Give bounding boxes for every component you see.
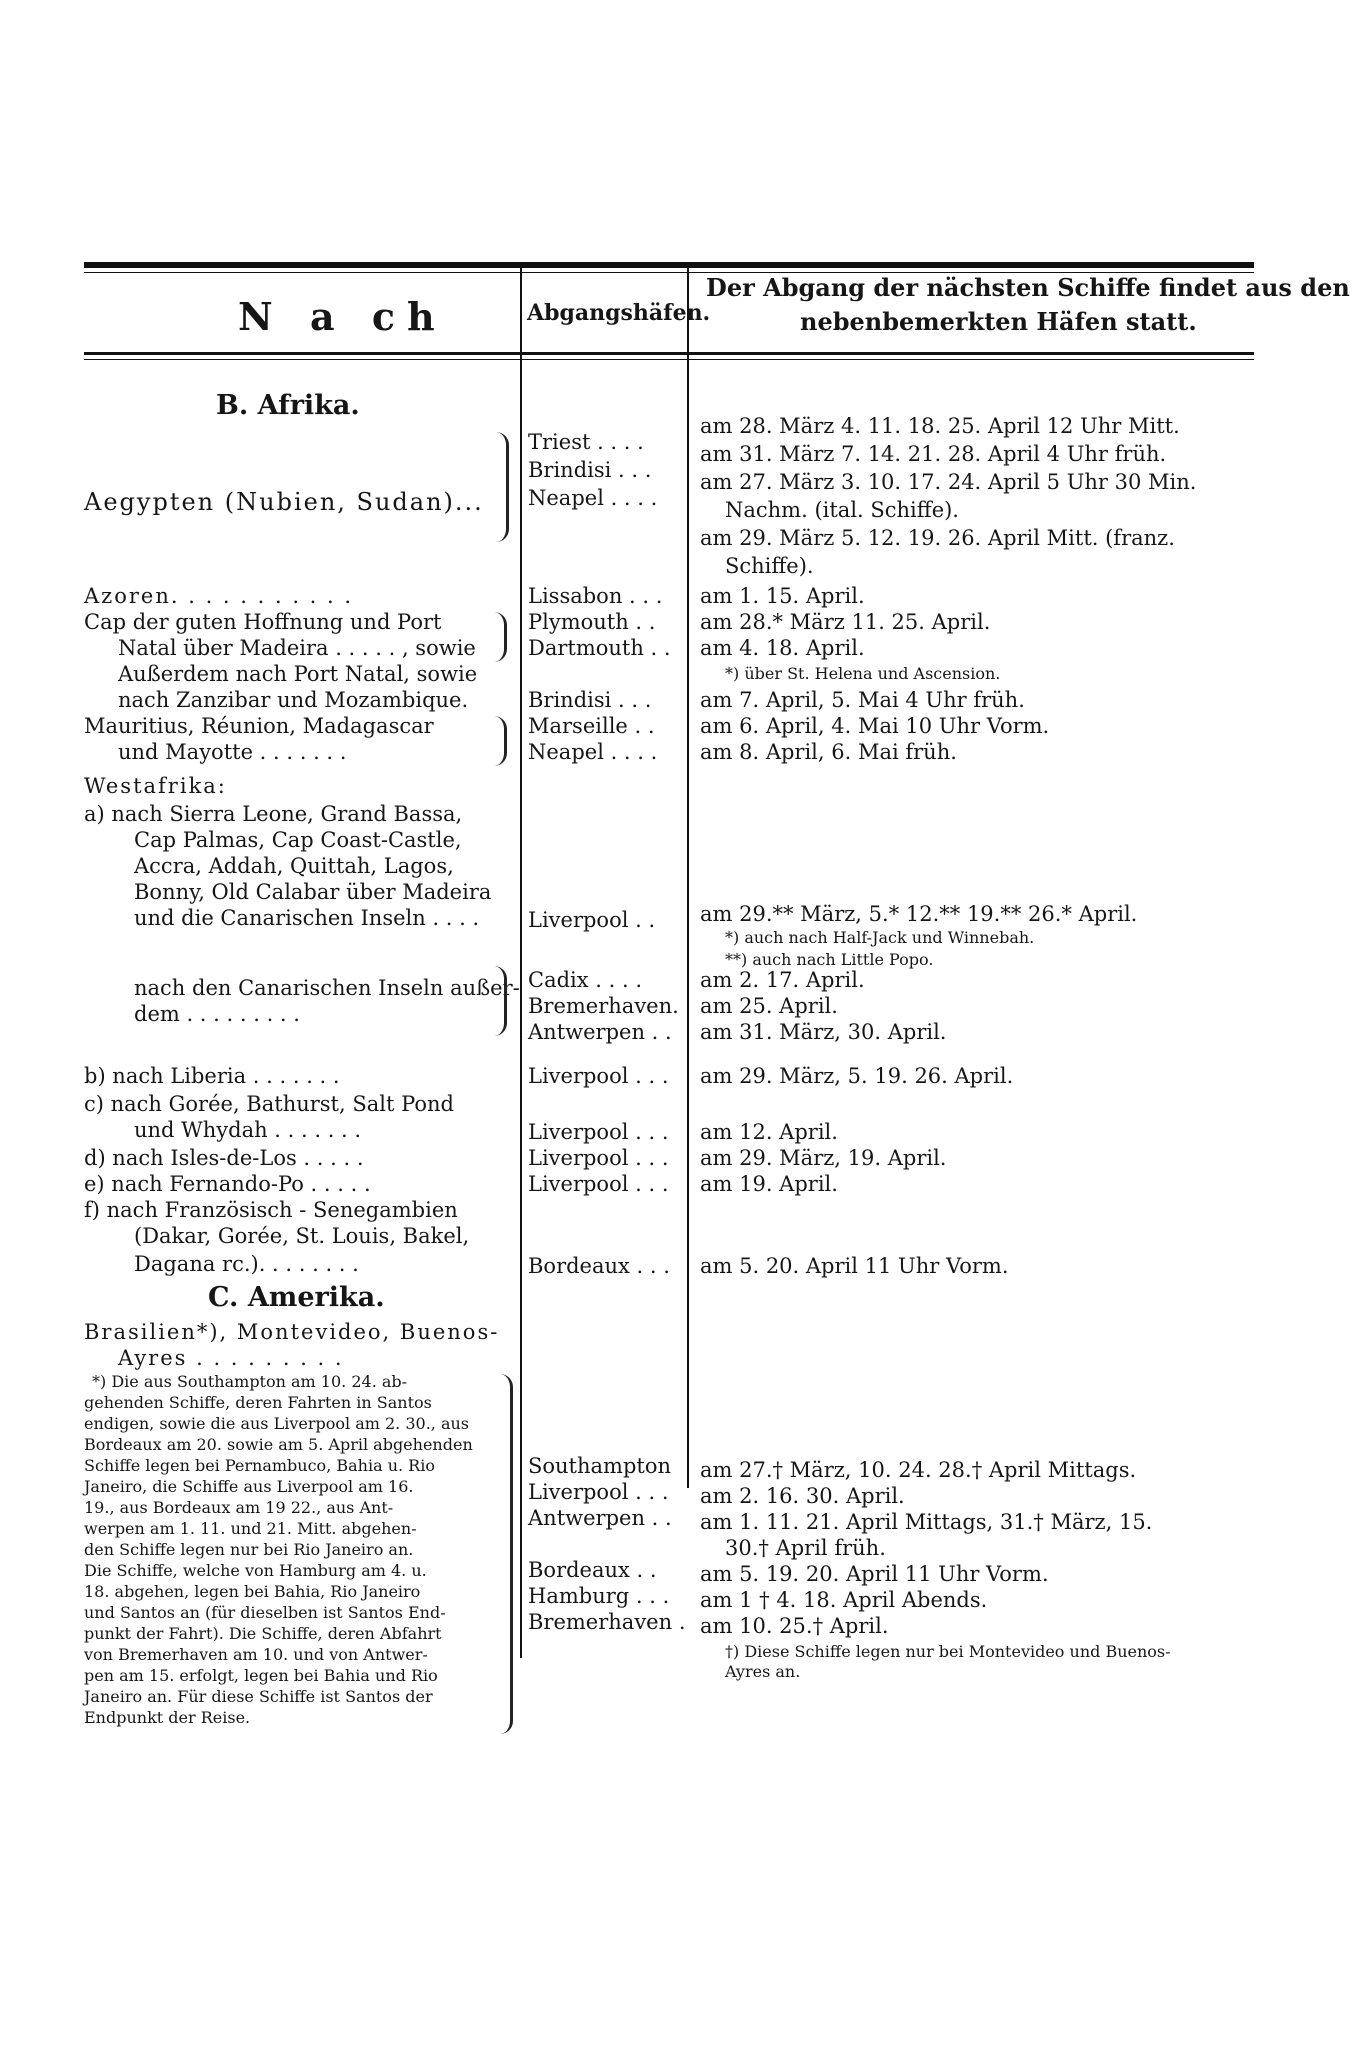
dest-wa-c-1: c) nach Gorée, Bathurst, Salt Pond — [84, 1092, 454, 1116]
dest-wa-a-5: und die Canarischen Inseln . . . . — [134, 906, 480, 930]
dest-wa-f-2: (Dakar, Gorée, St. Louis, Bakel, — [134, 1224, 470, 1248]
port-liverpool-c: Liverpool . . . — [528, 1120, 669, 1144]
port-antwerpen: Antwerpen . . — [528, 1020, 672, 1044]
dest-wa-a-3: Accra, Addah, Quittah, Lagos, — [134, 854, 454, 878]
dest-azoren: Azoren. . . . . . . . . . . — [84, 584, 354, 608]
dest-cap-1: Cap der guten Hoffnung und Port — [84, 610, 442, 634]
dest-brasilien-1: Brasilien*), Montevideo, Buenos- — [84, 1320, 500, 1344]
header-col2: Abgangshäfen. — [527, 300, 711, 326]
date-am-6: am 1 † 4. 18. April Abends. — [700, 1588, 988, 1612]
america-note-1: *) Die aus Southampton am 10. 24. ab- — [92, 1372, 408, 1391]
date-wa-canar-1: am 2. 17. April. — [700, 968, 865, 992]
port-liverpool-d: Liverpool . . . — [528, 1146, 669, 1170]
date-am-note-2: Ayres an. — [725, 1662, 801, 1681]
america-note-2: gehenden Schiffe, deren Fahrten in Santos — [84, 1393, 432, 1412]
date-wa-c: am 12. April. — [700, 1120, 838, 1144]
dest-wa-d: d) nach Isles-de-Los . . . . . — [84, 1146, 364, 1170]
dest-wa-e: e) nach Fernando-Po . . . . . — [84, 1172, 371, 1196]
date-egypt-5: am 29. März 5. 12. 19. 26. April Mitt. (franz. — [700, 526, 1175, 550]
dest-wa-a-2: Cap Palmas, Cap Coast-Castle, — [134, 828, 462, 852]
brace-egypt — [496, 432, 509, 542]
dest-wa-a-4: Bonny, Old Calabar über Madeira — [134, 880, 492, 904]
date-wa-f: am 5. 20. April 11 Uhr Vorm. — [700, 1254, 1009, 1278]
port-triest: Triest . . . . — [528, 430, 644, 454]
dest-wa-f-3: Dagana rc.). . . . . . . . — [134, 1252, 359, 1276]
date-mauritius-2: am 8. April, 6. Mai früh. — [700, 740, 957, 764]
america-note-17: Endpunkt der Reise. — [84, 1708, 251, 1727]
america-note-13: punkt der Fahrt). Die Schiffe, deren Abfahrt — [84, 1624, 442, 1643]
date-wa-a-1: am 29.** März, 5.* 12.** 19.** 26.* April. — [700, 902, 1138, 926]
port-bordeaux-am: Bordeaux . . — [528, 1558, 657, 1582]
date-am-2: am 2. 16. 30. April. — [700, 1484, 905, 1508]
date-am-3: am 1. 11. 21. April Mittags, 31.† März, 15. — [700, 1510, 1153, 1534]
port-plymouth: Plymouth . . — [528, 610, 656, 634]
dest-mauritius-1: Mauritius, Réunion, Madagascar — [84, 714, 434, 738]
america-note-6: Janeiro, die Schiffe aus Liverpool am 16. — [84, 1477, 414, 1496]
date-egypt-3: am 27. März 3. 10. 17. 24. April 5 Uhr 30 Min. — [700, 470, 1197, 494]
date-am-5: am 5. 19. 20. April 11 Uhr Vorm. — [700, 1562, 1049, 1586]
port-bremerhaven: Bremerhaven. — [528, 994, 679, 1018]
date-cap-1: am 28.* März 11. 25. April. — [700, 610, 991, 634]
america-note-11: 18. abgehen, legen bei Bahia, Rio Janeiro — [84, 1582, 421, 1601]
date-wa-d: am 29. März, 19. April. — [700, 1146, 947, 1170]
date-mauritius-1: am 6. April, 4. Mai 10 Uhr Vorm. — [700, 714, 1050, 738]
date-egypt-1: am 28. März 4. 11. 18. 25. April 12 Uhr Mitt. — [700, 414, 1180, 438]
port-liverpool-e: Liverpool . . . — [528, 1172, 669, 1196]
port-hamburg: Hamburg . . . — [528, 1584, 670, 1608]
dest-cap-3: Außerdem nach Port Natal, sowie — [118, 662, 478, 686]
america-note-8: werpen am 1. 11. und 21. Mitt. abgehen- — [84, 1519, 417, 1538]
date-egypt-2: am 31. März 7. 14. 21. 28. April 4 Uhr früh. — [700, 442, 1167, 466]
port-brindisi: Brindisi . . . — [528, 458, 652, 482]
dest-wa-canar-2: dem . . . . . . . . . — [134, 1002, 300, 1026]
america-note-12: und Santos an (für dieselben ist Santos End- — [84, 1603, 446, 1622]
port-liverpool-b: Liverpool . . . — [528, 1064, 669, 1088]
header-col3-line1: Der Abgang der nächsten Schiffe findet aus den — [706, 273, 1350, 302]
header-bottom-rule — [84, 352, 1254, 355]
date-egypt-6: Schiffe). — [725, 554, 814, 578]
dest-cap-4: nach Zanzibar und Mozambique. — [118, 688, 469, 712]
date-wa-a-note2: **) auch nach Little Popo. — [725, 950, 934, 969]
port-neapel: Neapel . . . . — [528, 486, 658, 510]
date-cap-2: am 4. 18. April. — [700, 636, 865, 660]
date-azoren: am 1. 15. April. — [700, 584, 865, 608]
westafrika-title: Westafrika: — [84, 774, 227, 798]
brace-mauritius — [494, 716, 507, 766]
date-wa-b: am 29. März, 5. 19. 26. April. — [700, 1064, 1014, 1088]
america-note-10: Die Schiffe, welche von Hamburg am 4. u. — [84, 1561, 427, 1580]
port-brindisi-2: Brindisi . . . — [528, 688, 652, 712]
dest-mauritius-2: und Mayotte . . . . . . . — [118, 740, 347, 764]
column-divider-2 — [687, 268, 689, 1488]
port-liverpool-am: Liverpool . . . — [528, 1480, 669, 1504]
port-southampton: Southampton — [528, 1454, 672, 1478]
dest-wa-f-1: f) nach Französisch - Senegambien — [84, 1198, 458, 1222]
america-note-5: Schiffe legen bei Pernambuco, Bahia u. Rio — [84, 1456, 435, 1475]
brace-canar — [494, 966, 507, 1036]
port-lissabon: Lissabon . . . — [528, 584, 663, 608]
america-note-14: von Bremerhaven am 10. und von Antwer- — [84, 1645, 428, 1664]
port-liverpool-a: Liverpool . . — [528, 908, 656, 932]
dest-egypt: Aegypten (Nubien, Sudan)... — [84, 488, 484, 516]
port-neapel-2: Neapel . . . . — [528, 740, 658, 764]
port-antwerpen-am: Antwerpen . . — [528, 1506, 672, 1530]
america-note-3: endigen, sowie die aus Liverpool am 2. 30., aus — [84, 1414, 470, 1433]
brace-america — [500, 1374, 513, 1734]
date-am-4: 30.† April früh. — [725, 1536, 886, 1560]
section-title-america: C. Amerika. — [208, 1282, 385, 1313]
date-am-7: am 10. 25.† April. — [700, 1614, 889, 1638]
america-note-4: Bordeaux am 20. sowie am 5. April abgehenden — [84, 1435, 473, 1454]
date-am-1: am 27.† März, 10. 24. 28.† April Mittags. — [700, 1458, 1137, 1482]
dest-cap-2: Natal über Madeira . . . . . , sowie — [118, 636, 476, 660]
port-bremerhaven-am: Bremerhaven . — [528, 1610, 686, 1634]
date-wa-e: am 19. April. — [700, 1172, 838, 1196]
date-wa-a-note1: *) auch nach Half-Jack und Winnebah. — [725, 928, 1035, 947]
date-am-note-1: †) Diese Schiffe legen nur bei Montevideo und Buenos- — [725, 1642, 1171, 1661]
date-cap-note: *) über St. Helena und Ascension. — [725, 664, 1001, 683]
brace-cap — [494, 612, 507, 662]
america-note-7: 19., aus Bordeaux am 19 22., aus Ant- — [84, 1498, 394, 1517]
dest-brasilien-2: Ayres . . . . . . . . . — [118, 1346, 344, 1370]
date-wa-canar-3: am 31. März, 30. April. — [700, 1020, 947, 1044]
port-dartmouth: Dartmouth . . — [528, 636, 671, 660]
america-note-16: Janeiro an. Für diese Schiffe ist Santos der — [84, 1687, 433, 1706]
date-cap-3: am 7. April, 5. Mai 4 Uhr früh. — [700, 688, 1025, 712]
dest-wa-c-2: und Whydah . . . . . . . — [134, 1118, 362, 1142]
america-note-9: den Schiffe legen nur bei Rio Janeiro an. — [84, 1540, 414, 1559]
dest-wa-a-1: a) nach Sierra Leone, Grand Bassa, — [84, 802, 463, 826]
section-title-africa: B. Afrika. — [216, 390, 360, 421]
dest-wa-canar-1: nach den Canarischen Inseln außer- — [134, 976, 520, 1000]
top-thick-rule — [84, 262, 1254, 268]
america-note-15: pen am 15. erfolgt, legen bei Bahia und Rio — [84, 1666, 438, 1685]
header-col1: N a ch — [238, 294, 447, 339]
header-bottom-rule-thin — [84, 359, 1254, 360]
date-egypt-4: Nachm. (ital. Schiffe). — [725, 498, 959, 522]
port-cadix: Cadix . . . . — [528, 968, 642, 992]
port-bordeaux-f: Bordeaux . . . — [528, 1254, 670, 1278]
date-wa-canar-2: am 25. April. — [700, 994, 838, 1018]
header-col3-line2: nebenbemerkten Häfen statt. — [800, 307, 1197, 336]
column-divider-1 — [520, 268, 522, 1658]
dest-wa-b: b) nach Liberia . . . . . . . — [84, 1064, 340, 1088]
port-marseille: Marseille . . — [528, 714, 655, 738]
